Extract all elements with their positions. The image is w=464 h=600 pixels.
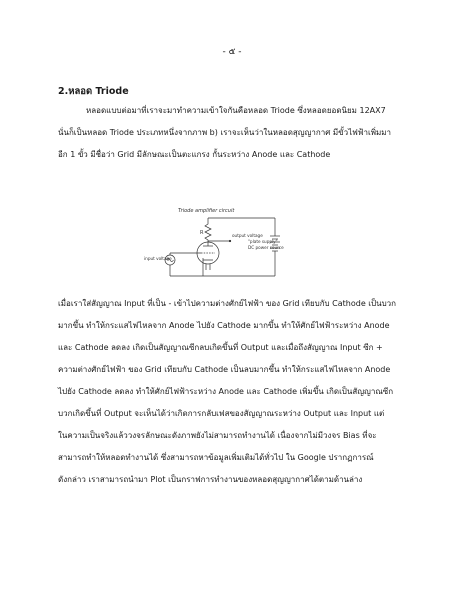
output-voltage-label: output voltage bbox=[232, 233, 263, 238]
paragraph-line: สามารถทำให้หลอดทำงานได้ ซึ่งสามารถหาข้อมูลเพิ่มเติมได้ทั่วไป ใน Google ปรากฏการณ์ bbox=[58, 453, 374, 462]
page-number: - ๕ - bbox=[222, 47, 242, 57]
input-voltage-label: input voltage bbox=[144, 256, 172, 261]
paragraph-line: หลอดแบบต่อมาที่เราจะมาทำความเข้าใจกันคือหลอด Triode ซึ่งหลอดยอดนิยม 12AX7 bbox=[86, 106, 386, 115]
paragraph-line: ไปยัง Cathode ลดลง ทำให้ศักย์ไฟฟ้าระหว่าง Anode และ Cathode เพิ่มขึ้น เกิดเป็นสัญญาณซีก bbox=[58, 387, 394, 396]
paragraph-line: มากขึ้น ทำให้กระแสไฟไหลจาก Anode ไปยัง Cathode มากขึ้น ทำให้ศักย์ไฟฟ้าระหว่าง Anode bbox=[58, 321, 390, 330]
resistor-label: R bbox=[200, 230, 204, 236]
section-heading: 2.หลอด Triode bbox=[58, 86, 129, 97]
paragraph-line: นั่นก็เป็นหลอด Triode ประเภทหนึ่งจากภาพ b) เราจะเห็นว่าในหลอดสุญญากาศ มีขั้วไฟฟ้าเพิ่มมา bbox=[58, 128, 391, 137]
paragraph-line: ดังกล่าว เราสามารถนำมา Plot เป็นกราฟการทำงานของหลอดสุญญากาศได้ตามด้านล่าง bbox=[58, 475, 363, 484]
figure-title: Triode amplifier circuit bbox=[178, 208, 235, 214]
paragraph-operation bbox=[58, 293, 408, 491]
dc-power-source-label: DC power source bbox=[248, 245, 284, 250]
paragraph-line: ความต่างศักย์ไฟฟ้า ของ Grid เทียบกับ Cathode เป็นลบมากขึ้น ทำให้กระแสไฟไหลจาก Anode bbox=[58, 365, 391, 374]
triode-circuit-diagram bbox=[130, 208, 330, 288]
paragraph-line: บวกเกิดขึ้นที่ Output จะเห็นได้ว่าเกิดการกลับเฟสของสัญญาณระหว่าง Output และ Input แต่ bbox=[58, 409, 385, 418]
paragraph-line: เมื่อเราใส่สัญญาณ Input ที่เป็น - เข้าไปความต่างศักย์ไฟฟ้า ของ Grid เทียบกับ Cathode เป็นบวก bbox=[58, 299, 396, 308]
plate-supply-label: "plate supply" bbox=[248, 239, 278, 244]
paragraph-line: และ Cathode ลดลง เกิดเป็นสัญญาณซีกลบเกิดขึ้นที่ Output และเมื่อถึงสัญญาณ Input ซีก + bbox=[58, 343, 383, 352]
paragraph-line: อีก 1 ขั้ว มีชื่อว่า Grid มีลักษณะเป็นตะแกรง กั้นระหว่าง Anode และ Cathode bbox=[58, 150, 331, 159]
paragraph-line: ในความเป็นจริงแล้ววงจรลักษณะดังภาพยังไม่สามารถทำงานได้ เนื่องจากไม่มีวงจร Bias ที่จะ bbox=[58, 431, 377, 440]
paragraph-intro bbox=[58, 100, 408, 166]
